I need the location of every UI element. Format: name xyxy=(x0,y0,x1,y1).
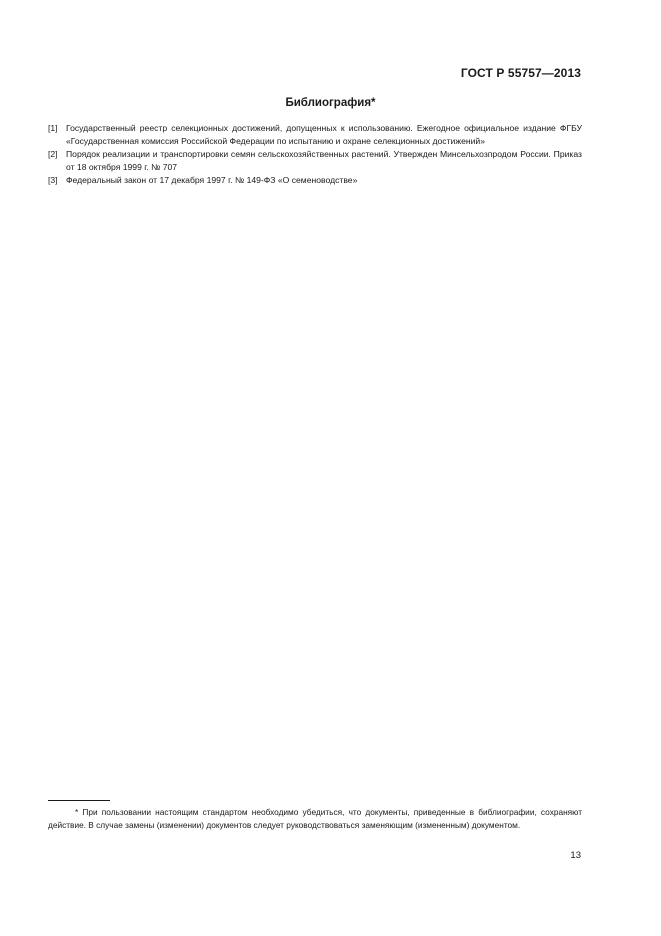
entry-number: [3] xyxy=(48,175,58,186)
bibliography-entry xyxy=(48,148,582,174)
bibliography-title: Библиография* xyxy=(285,97,376,109)
entry-text: Государственный реестр селекционных достижений, допущенных к использованию. Ежегодное официальное издание ФГБУ «Государственная комиссия Российской Федерации по испытанию и охране селекционных достижений» xyxy=(66,123,582,147)
page-number: 13 xyxy=(570,850,581,861)
bibliography-entry xyxy=(48,174,582,187)
footnote-separator xyxy=(48,800,110,801)
entry-number: [2] xyxy=(48,149,58,160)
entry-text: Порядок реализации и транспортировки семян сельскохозяйственных растений. Утвержден Минсельхозпродом России. Приказ от 18 октября 1999 г. № 707 xyxy=(66,149,582,173)
document-code: ГОСТ Р 55757—2013 xyxy=(460,66,581,80)
entry-text: Федеральный закон от 17 декабря 1997 г. № 149-ФЗ «О семеноводстве» xyxy=(66,175,358,186)
bibliography-list xyxy=(48,122,582,187)
footnote: * При пользовании настоящим стандартом необходимо убедиться, что документы, приведенные в библиографии, сохраняют действие. В случае замены (изменении) документов следует руководствоваться заменяющим (измененным) документом. xyxy=(48,807,582,830)
entry-number: [1] xyxy=(48,123,58,133)
bibliography-entry xyxy=(48,122,582,148)
